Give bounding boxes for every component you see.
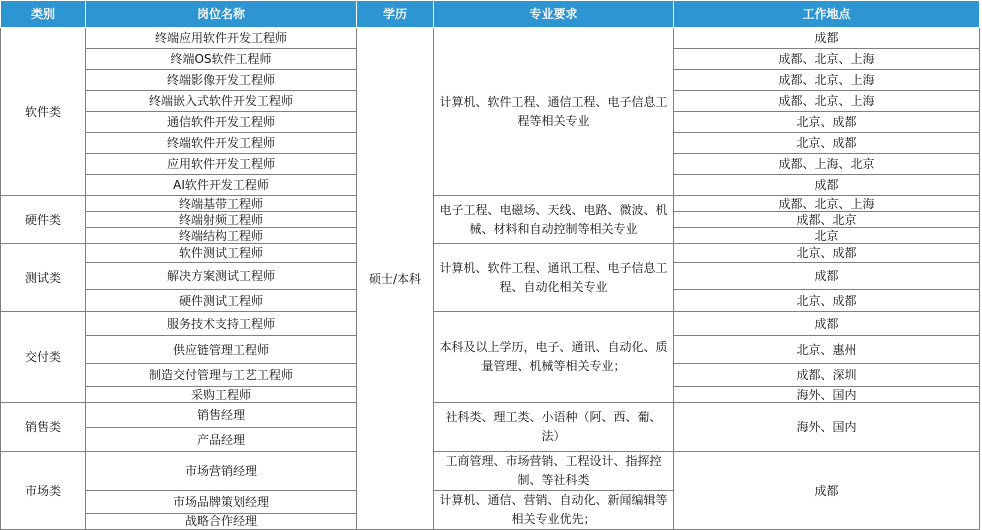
position-cell: 终端软件开发工程师 <box>86 133 357 154</box>
category-cell: 交付类 <box>1 312 86 403</box>
location-cell: 北京、成都 <box>674 112 980 133</box>
header-position: 岗位名称 <box>86 1 357 28</box>
location-cell: 成都、上海、北京 <box>674 154 980 175</box>
location-cell: 成都 <box>674 175 980 196</box>
position-cell: 市场营销经理 <box>86 452 357 491</box>
location-cell: 北京、成都 <box>674 290 980 312</box>
education-cell: 硕士/本科 <box>357 28 434 530</box>
location-cell: 成都、北京、上海 <box>674 49 980 70</box>
header-row <box>1 1 980 28</box>
category-cell: 软件类 <box>1 28 86 196</box>
location-cell: 成都、北京、上海 <box>674 70 980 91</box>
category-cell: 市场类 <box>1 452 86 530</box>
position-cell: 终端结构工程师 <box>86 228 357 244</box>
major-cell: 计算机、软件工程、通信工程、电子信息工程等相关专业 <box>434 28 674 196</box>
location-cell: 成都 <box>674 452 980 530</box>
position-cell: 销售经理 <box>86 403 357 428</box>
position-cell: 终端应用软件开发工程师 <box>86 28 357 49</box>
header-major: 专业要求 <box>434 1 674 28</box>
position-cell: 供应链管理工程师 <box>86 336 357 364</box>
major-cell: 计算机、软件工程、通讯工程、电子信息工程、自动化相关专业 <box>434 244 674 312</box>
major-cell: 电子工程、电磁场、天线、电路、微波、机械、材料和自动控制等相关专业 <box>434 196 674 244</box>
position-cell: 市场品牌策划经理 <box>86 491 357 514</box>
table-row <box>1 28 980 49</box>
position-cell: 通信软件开发工程师 <box>86 112 357 133</box>
location-cell: 海外、国内 <box>674 387 980 403</box>
table-row <box>1 452 980 491</box>
location-cell: 成都、北京、上海 <box>674 196 980 212</box>
position-cell: 终端OS软件工程师 <box>86 49 357 70</box>
category-cell: 测试类 <box>1 244 86 312</box>
header-location: 工作地点 <box>674 1 980 28</box>
location-cell: 成都、北京 <box>674 212 980 228</box>
position-cell: 应用软件开发工程师 <box>86 154 357 175</box>
location-cell: 成都 <box>674 312 980 336</box>
position-cell: 产品经理 <box>86 428 357 452</box>
position-cell: 终端嵌入式软件开发工程师 <box>86 91 357 112</box>
header-education: 学历 <box>357 1 434 28</box>
table-row <box>1 244 980 263</box>
position-cell: 终端影像开发工程师 <box>86 70 357 91</box>
location-cell: 北京、惠州 <box>674 336 980 364</box>
table-row <box>1 312 980 336</box>
location-cell: 北京 <box>674 228 980 244</box>
position-cell: 终端射频工程师 <box>86 212 357 228</box>
major-cell: 计算机、通信、营销、自动化、新闻编辑等相关专业优先； <box>434 491 674 530</box>
major-cell: 工商管理、市场营销、工程设计、指挥控制、等社科类 <box>434 452 674 491</box>
position-cell: 硬件测试工程师 <box>86 290 357 312</box>
position-cell: 软件测试工程师 <box>86 244 357 263</box>
location-cell: 海外、国内 <box>674 403 980 452</box>
header-category: 类别 <box>1 1 86 28</box>
location-cell: 成都 <box>674 263 980 290</box>
location-cell: 成都、北京、上海 <box>674 91 980 112</box>
position-cell: 终端基带工程师 <box>86 196 357 212</box>
major-cell: 本科及以上学历，电子、通讯、自动化、质量管理、机械等相关专业； <box>434 312 674 403</box>
location-cell: 北京、成都 <box>674 133 980 154</box>
table-row <box>1 196 980 212</box>
major-cell: 社科类、理工类、小语种（阿、西、葡、法） <box>434 403 674 452</box>
position-cell: 战略合作经理 <box>86 513 357 529</box>
location-cell: 成都、深圳 <box>674 364 980 387</box>
position-cell: 制造交付管理与工艺工程师 <box>86 364 357 387</box>
position-cell: 解决方案测试工程师 <box>86 263 357 290</box>
category-cell: 销售类 <box>1 403 86 452</box>
table-row <box>1 403 980 428</box>
category-cell: 硬件类 <box>1 196 86 244</box>
location-cell: 成都 <box>674 28 980 49</box>
location-cell: 北京、成都 <box>674 244 980 263</box>
position-cell: 服务技术支持工程师 <box>86 312 357 336</box>
position-cell: AI软件开发工程师 <box>86 175 357 196</box>
position-cell: 采购工程师 <box>86 387 357 403</box>
